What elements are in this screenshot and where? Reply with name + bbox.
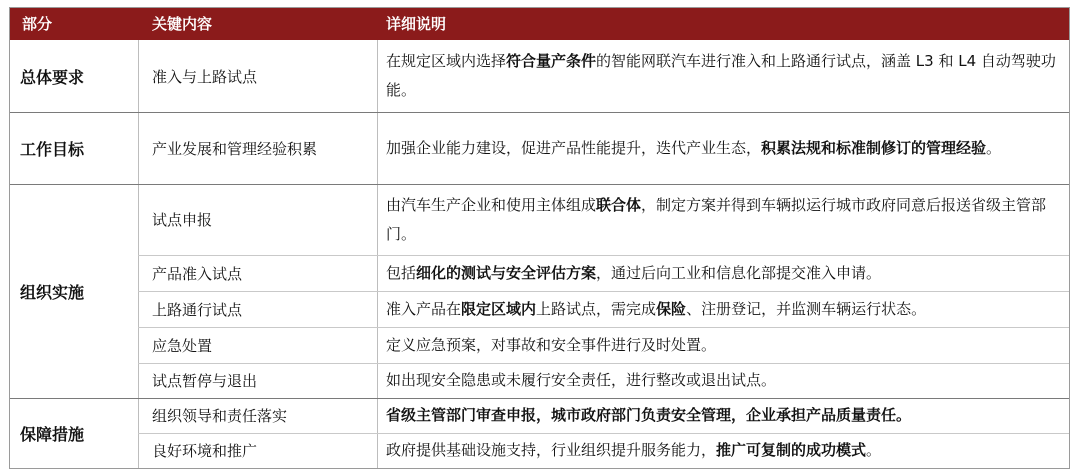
item-leadership: 组织领导和责任落实 (152, 407, 288, 425)
item-industry-development: 产业发展和管理经验积累 (152, 139, 318, 158)
detail-row (377, 291, 1069, 327)
detail-emphasis: 省级主管部门审查申报，城市政府部门负责安全管理，企业承担产品质量责任。 (386, 406, 912, 424)
detail-emphasis: 限定区域内 (461, 299, 537, 318)
item-road-pilot: 上路通行试点 (152, 300, 243, 319)
detail-row (377, 398, 1069, 433)
header-detail: 详细说明 (386, 15, 447, 33)
section-divider (10, 398, 1069, 399)
row-divider (138, 291, 1069, 292)
item-emergency: 应急处置 (152, 336, 213, 355)
detail-row (377, 255, 1069, 291)
detail-emphasis: 保险 (656, 299, 687, 318)
detail-row (377, 433, 1069, 468)
detail-emphasis: 联合体 (596, 195, 642, 214)
item-pilot-application: 试点申报 (152, 211, 213, 229)
detail-text: 在规定区域内选择 (386, 52, 507, 70)
detail-emphasis: 推广可复制的成功模式 (716, 441, 867, 459)
section-safeguards: 保障措施 (20, 424, 85, 444)
header-key-content: 关键内容 (152, 15, 213, 33)
detail-row (377, 363, 1069, 398)
item-suspend-exit: 试点暂停与退出 (152, 372, 258, 390)
detail-text: 政府提供基础设施支持，行业组织提升服务能力， (386, 441, 717, 459)
detail-emphasis: 细化的测试与安全评估方案 (416, 263, 597, 282)
detail-text: 定义应急预案，对事故和安全事件进行及时处置。 (386, 335, 717, 354)
detail-text: 由汽车生产企业和使用主体组成 (386, 195, 597, 214)
detail-text: ，通过后向工业和信息化部提交准入申请。 (596, 263, 882, 282)
detail-text: 包括 (386, 263, 417, 282)
row-divider (138, 433, 1069, 434)
detail-text: 准入产品在 (386, 299, 462, 318)
detail-row (377, 112, 1069, 184)
detail-text: 如出现安全隐患或未履行安全责任，进行整改或退出试点。 (386, 371, 777, 389)
detail-row (377, 184, 1069, 255)
policy-table (9, 7, 1070, 469)
header-section: 部分 (22, 15, 53, 33)
section-overall: 总体要求 (20, 67, 85, 87)
detail-text: ，制定方案并得到车辆拟运行城市政府同意后报送省级主管部门。 (386, 195, 1047, 243)
row-divider (138, 327, 1069, 328)
section-goals: 工作目标 (20, 139, 85, 159)
detail-emphasis: 积累法规和标准制修订的管理经验 (761, 138, 987, 157)
section-divider (10, 112, 1069, 113)
item-product-access: 产品准入试点 (152, 264, 243, 283)
table-header (10, 8, 1069, 40)
section-divider (10, 184, 1069, 185)
detail-text: 。 (986, 138, 1002, 157)
item-access-road-pilot: 准入与上路试点 (152, 67, 258, 86)
row-divider (138, 255, 1069, 256)
detail-text: 。 (866, 441, 882, 459)
detail-row (377, 40, 1069, 112)
detail-emphasis: 符合量产条件 (506, 52, 597, 70)
detail-row (377, 327, 1069, 363)
row-divider (138, 363, 1069, 364)
detail-text: 加强企业能力建设，促进产品性能提升，迭代产业生态， (386, 138, 762, 157)
detail-text: 的智能网联汽车进行准入和上路通行试点，涵盖 L3 和 L4 自动驾驶功能。 (386, 52, 1056, 99)
detail-text: 上路试点，需完成 (536, 299, 657, 318)
section-implementation: 组织实施 (20, 282, 85, 302)
detail-text: 、注册登记，并监测车辆运行状态。 (686, 299, 927, 318)
item-environment: 良好环境和推广 (152, 442, 258, 460)
